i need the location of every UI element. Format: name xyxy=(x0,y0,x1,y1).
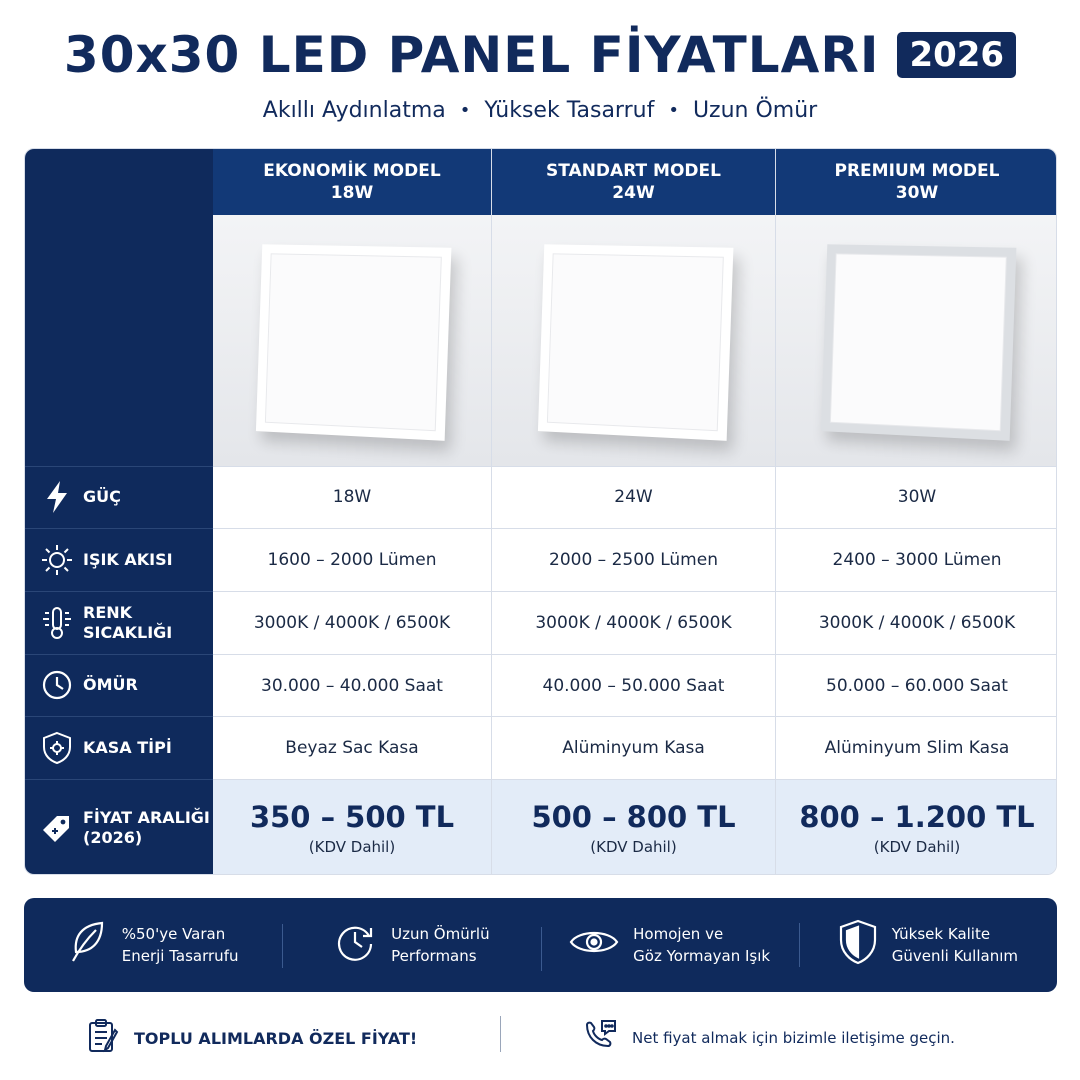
product-image-premium xyxy=(776,215,1057,466)
row-label-color-temperature: RENK SICAKLIĞI xyxy=(25,591,213,654)
grid-line xyxy=(491,149,492,875)
feature-high-quality: Yüksek Kalite Güvenli Kullanım xyxy=(799,919,1057,971)
shield-icon xyxy=(838,919,878,971)
grid-line xyxy=(775,149,776,875)
grid-line xyxy=(25,528,213,529)
price-value: 800 – 1.200 TL xyxy=(799,800,1035,834)
vat-note: (KDV Dahil) xyxy=(873,838,961,856)
cell-flux-standard: 2000 – 2500 Lümen xyxy=(492,529,775,591)
page-title: 30x30 LED PANEL FİYATLARI xyxy=(63,26,880,84)
grid-line xyxy=(213,466,1057,467)
column-header-standard xyxy=(492,149,775,215)
grid-line xyxy=(25,779,213,780)
leaf-icon xyxy=(68,920,108,970)
cell-case-economic: Beyaz Sac Kasa xyxy=(213,717,491,779)
price-cell-premium xyxy=(776,780,1057,875)
product-image-economic xyxy=(213,215,491,466)
phone-chat-icon xyxy=(582,1018,618,1058)
model-name: PREMIUM MODEL xyxy=(834,161,1000,181)
column-header-premium xyxy=(776,149,1057,215)
clock-cycle-icon xyxy=(333,920,377,970)
title-bar xyxy=(0,26,1080,84)
grid-line xyxy=(25,466,213,467)
cell-temp-standard: 3000K / 4000K / 6500K xyxy=(492,592,775,654)
row-label-luminous-flux: IŞIK AKISI xyxy=(25,528,213,591)
vat-note: (KDV Dahil) xyxy=(590,838,677,856)
grid-line xyxy=(25,654,213,655)
contact-cta[interactable]: Net fiyat almak için bizimle iletişime geçin. xyxy=(582,1018,955,1058)
grid-line xyxy=(213,528,1057,529)
eye-icon xyxy=(569,926,619,964)
cell-life-premium: 50.000 – 60.000 Saat xyxy=(776,655,1057,716)
grid-line xyxy=(213,716,1057,717)
lightning-icon xyxy=(37,480,77,514)
year-badge: 2026 xyxy=(897,32,1016,78)
column-header-economic xyxy=(213,149,491,215)
led-panel-image xyxy=(821,244,1016,441)
thermometer-icon xyxy=(37,605,77,641)
cell-flux-premium: 2400 – 3000 Lümen xyxy=(776,529,1057,591)
model-watt: 18W xyxy=(330,183,374,203)
model-watt: 30W xyxy=(895,183,939,203)
shield-gear-icon xyxy=(37,731,77,765)
model-watt: 24W xyxy=(612,183,655,203)
model-name: STANDART MODEL xyxy=(546,161,721,181)
cell-life-economic: 30.000 – 40.000 Saat xyxy=(213,655,491,716)
feature-long-life: Uzun Ömürlü Performans xyxy=(282,920,540,970)
price-cell-standard xyxy=(492,780,775,875)
row-label-lifetime: ÖMÜR xyxy=(25,654,213,716)
feature-homogeneous-light: Homojen ve Göz Yormayan Işık xyxy=(541,923,799,967)
grid-line xyxy=(213,591,1057,592)
sun-icon xyxy=(37,543,77,577)
separator-dot: • xyxy=(668,100,679,121)
price-cell-economic xyxy=(213,780,491,875)
grid-line xyxy=(213,779,1057,780)
product-image-standard xyxy=(492,215,775,466)
cell-power-premium: 30W xyxy=(776,466,1057,528)
features-bar xyxy=(24,898,1057,992)
subtitle xyxy=(0,98,1080,123)
footer xyxy=(0,1010,1080,1060)
grid-line xyxy=(25,716,213,717)
row-label-price-range: FİYAT ARALIĞI (2026) xyxy=(25,779,213,875)
feature-energy-saving: %50'ye Varan Enerji Tasarrufu xyxy=(24,920,282,970)
cell-life-standard: 40.000 – 50.000 Saat xyxy=(492,655,775,716)
price-tag-icon xyxy=(37,811,77,845)
separator-dot: • xyxy=(459,100,471,121)
led-panel-image xyxy=(256,244,451,441)
tag-long-life: Uzun Ömür xyxy=(692,98,818,123)
clock-icon xyxy=(37,669,77,701)
cell-flux-economic: 1600 – 2000 Lümen xyxy=(213,529,491,591)
vat-note: (KDV Dahil) xyxy=(308,838,396,856)
row-label-case-type: KASA TİPİ xyxy=(25,716,213,779)
price-value: 350 – 500 TL xyxy=(249,800,455,834)
tag-smart-lighting: Akıllı Aydınlatma xyxy=(262,98,446,123)
cell-temp-economic: 3000K / 4000K / 6500K xyxy=(213,592,491,654)
footer-divider xyxy=(500,1016,501,1052)
cell-case-standard: Alüminyum Kasa xyxy=(492,717,775,779)
row-label-power: GÜÇ xyxy=(25,466,213,528)
comparison-table xyxy=(24,148,1057,875)
tag-high-saving: Yüksek Tasarruf xyxy=(484,98,655,123)
grid-line xyxy=(213,654,1057,655)
cell-case-premium: Alüminyum Slim Kasa xyxy=(776,717,1057,779)
grid-line xyxy=(25,591,213,592)
clipboard-icon xyxy=(86,1018,120,1058)
bulk-offer: TOPLU ALIMLARDA ÖZEL FİYAT! xyxy=(86,1018,417,1058)
cell-temp-premium: 3000K / 4000K / 6500K xyxy=(776,592,1057,654)
cell-power-economic: 18W xyxy=(213,466,491,528)
cell-power-standard: 24W xyxy=(492,466,775,528)
price-value: 500 – 800 TL xyxy=(531,800,736,834)
model-name: EKONOMİK MODEL xyxy=(263,161,441,181)
led-panel-image xyxy=(537,244,732,441)
